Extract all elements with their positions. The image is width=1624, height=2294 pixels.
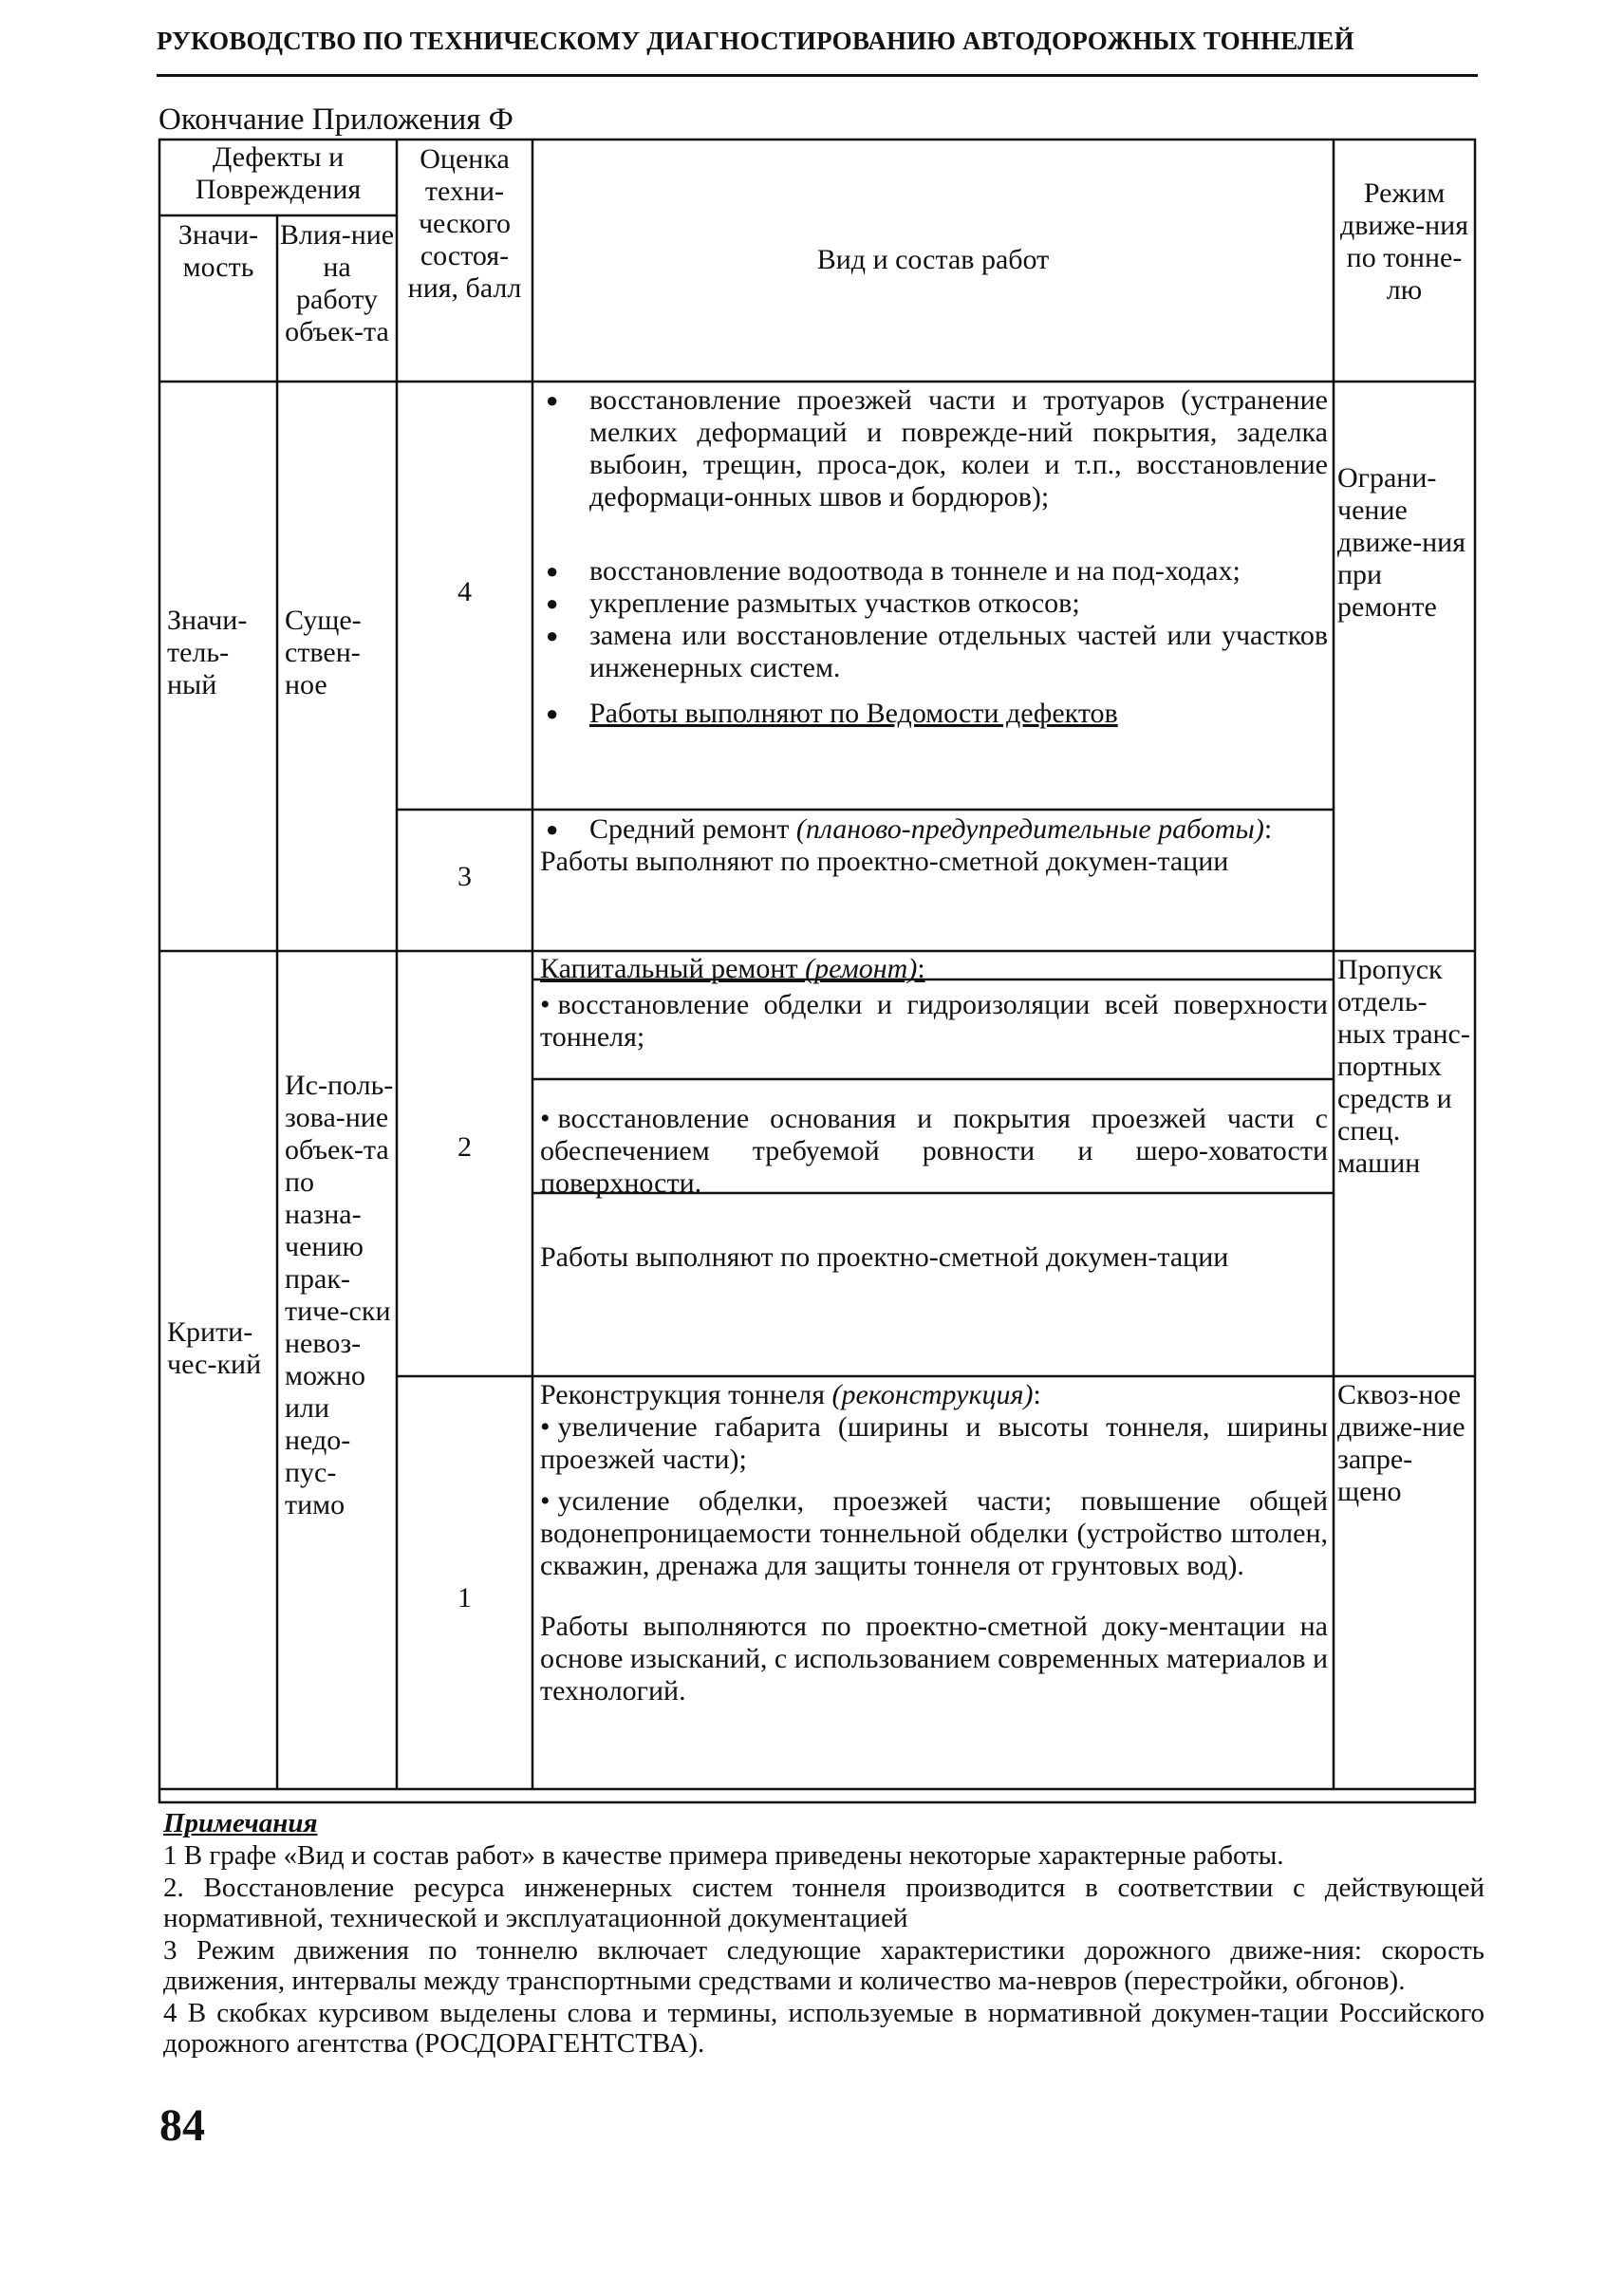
note-item: 2. Восстановление ресурса инженерных систем тоннеля производится в соответствии с действующей нормативной, технической и эксплуатационной документацией	[163, 1873, 1484, 1933]
header-defects-group: Дефекты и Повреждения	[195, 141, 362, 205]
work-item: • восстановление основания и покрытия проезжей части с обеспечением требуемой ровности и шеро-ховатости поверхности.	[540, 1103, 1328, 1200]
works-note: Работы выполняют по проектно-сметной докумен-тации	[540, 846, 1229, 877]
appendix-subtitle: Окончание Приложения Ф	[159, 103, 513, 137]
score-4: 4	[457, 576, 472, 607]
works-score-4	[534, 384, 1334, 730]
work-item: • восстановление обделки и гидроизоляции всей поверхности тоннеля;	[540, 989, 1328, 1054]
header-score: Оценка техни-ческого состоя-ния, балл	[407, 143, 522, 304]
reconstruction-heading: Реконструкция тоннеля (реконструкция):	[540, 1379, 1041, 1410]
row-significance-significant: Значи-тель-ный	[167, 605, 248, 700]
score-3: 3	[457, 861, 472, 892]
work-item: • усиление обделки, проезжей части; повышение общей водонепроницаемости тоннельной обделки (устройство штолен, скважин, дренажа для защиты тоннеля от грунтовых вод).	[540, 1485, 1328, 1582]
work-item: ● укрепление размытых участков откосов;	[540, 587, 1328, 620]
running-header: РУКОВОДСТВО ПО ТЕХНИЧЕСКОМУ ДИАГНОСТИРОВАНИЮ АВТОДОРОЖНЫХ ТОННЕЛЕЙ	[157, 27, 1354, 55]
header-significance: Значи-мость	[177, 219, 259, 283]
header-influence: Влия-ние на работу объек-та	[279, 219, 395, 347]
works-score-2	[534, 953, 1334, 1274]
traffic-score-1: Сквоз-ное движе-ние запре-щено	[1337, 1379, 1465, 1507]
work-item-medium-repair: ● Средний ремонт (планово-предупредительные работы):	[540, 813, 1328, 846]
work-item: • увеличение габарита (ширины и высоты тоннеля, ширины проезжей части);	[540, 1411, 1328, 1476]
note-item: 1 В графе «Вид и состав работ» в качестве примера приведены некоторые характерные работы.	[163, 1840, 1284, 1871]
header-rule	[157, 74, 1478, 77]
works-note: Работы выполняются по проектно-сметной доку-ментации на основе изысканий, с использованием современных материалов и технологий.	[540, 1611, 1328, 1707]
work-item: ● восстановление водоотвода в тоннеле и на под-ходах;	[540, 555, 1328, 587]
row-significance-critical: Крити-чес-кий	[167, 1316, 262, 1380]
score-2: 2	[457, 1131, 472, 1163]
works-score-1	[534, 1379, 1334, 1707]
note-item: 3 Режим движения по тоннелю включает следующие характеристики дорожного движе-ния: скорость движения, интервалы между транспортными средствами и количество ма-невров (перестройки, обгонов).	[163, 1935, 1484, 1996]
score-1: 1	[457, 1582, 472, 1613]
work-item: ● замена или восстановление отдельных частей или участков инженерных систем.	[540, 620, 1328, 684]
work-item: ● Работы выполняют по Ведомости дефектов	[540, 698, 1328, 730]
header-works: Вид и состав работ	[816, 244, 1050, 275]
works-note: Работы выполняют по проектно-сметной докумен-тации	[540, 1241, 1229, 1273]
capital-repair-heading: Капитальный ремонт (ремонт):	[540, 953, 925, 984]
page-number: 84	[159, 2100, 205, 2151]
note-item: 4 В скобках курсивом выделены слова и термины, используемые в нормативной докумен-тации Российского дорожного агентства (РОСДОРАГЕНТСТВА).	[163, 1998, 1484, 2059]
work-item: ● восстановление проезжей части и тротуаров (устранение мелких деформаций и поврежде-ний покрытия, заделка выбоин, трещин, проса-док, колеи и т.п., восстановление деформаци-онных швов и бордюров);	[540, 384, 1328, 513]
traffic-score-2: Пропуск отдель-ных транс-портных средств и спец. машин	[1337, 954, 1470, 1179]
notes-section	[163, 1808, 1484, 2061]
row-influence-significant: Суще-ствен-ное	[285, 605, 362, 700]
notes-title: Примечания	[163, 1808, 318, 1838]
header-traffic: Режим движе-ния по тонне-лю	[1339, 177, 1469, 306]
works-score-3	[534, 813, 1334, 878]
traffic-score-4: Ограни-чение движе-ния при ремонте	[1337, 462, 1466, 623]
row-influence-critical: Ис-поль-зова-ние объек-та по назна-чению прак-тиче-ски невоз-можно или недо-пус-тимо	[285, 1070, 394, 1520]
